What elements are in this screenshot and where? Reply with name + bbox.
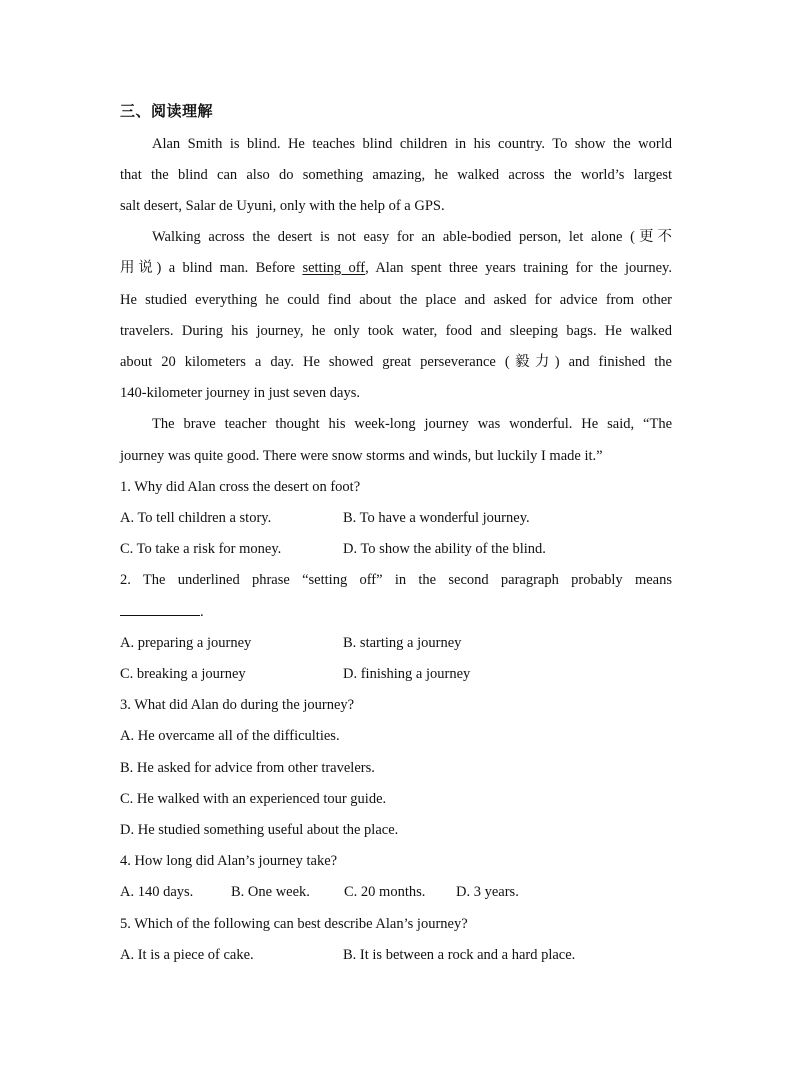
question-4-stem: 4. How long did Alan’s journey take?: [120, 853, 338, 869]
passage-p2-line2-end: , Alan spent three years training for the journey.: [365, 260, 672, 276]
passage-p2-line6: 140-kilometer journey in just seven days.: [120, 385, 361, 401]
question-2-option-b: B. starting a journey: [343, 635, 462, 651]
question-2-stem: 2. The underlined phrase “setting off” in the second paragraph probably means: [120, 572, 672, 588]
answer-blank: [120, 601, 200, 616]
question-3-option-d: D. He studied something useful about the place.: [120, 822, 399, 838]
question-2-option-d: D. finishing a journey: [343, 666, 471, 682]
passage-p3-line2: journey was quite good. There were snow storms and winds, but luckily I made it.”: [120, 448, 603, 464]
passage-p3-line1: The brave teacher thought his week-long journey was wonderful. He said, “The: [152, 416, 672, 432]
question-2-stem-end: .: [200, 604, 204, 620]
question-3-option-c: C. He walked with an experienced tour guide.: [120, 791, 387, 807]
passage-p2-line2: [120, 258, 672, 278]
question-1-option-a: A. To tell children a story.: [120, 510, 272, 526]
question-3-option-b: B. He asked for advice from other travelers.: [120, 760, 375, 776]
question-1-option-c: C. To take a risk for money.: [120, 541, 282, 557]
question-2-blank-line: [120, 601, 672, 622]
passage-p2-line2-start: 用说) a blind man. Before: [120, 260, 303, 276]
section-title: 三、阅读理解: [120, 102, 214, 120]
question-4-option-b: B. One week.: [231, 884, 310, 900]
question-5-option-a: A. It is a piece of cake.: [120, 947, 254, 963]
question-1-option-b: B. To have a wonderful journey.: [343, 510, 530, 526]
question-5-stem: 5. Which of the following can best describe Alan’s journey?: [120, 916, 468, 932]
question-4-option-a: A. 140 days.: [120, 884, 194, 900]
question-2-option-a: A. preparing a journey: [120, 635, 252, 651]
question-4-option-d: D. 3 years.: [456, 884, 519, 900]
question-5-option-b: B. It is between a rock and a hard place.: [343, 947, 576, 963]
passage-p2-line4: travelers. During his journey, he only took water, food and sleeping bags. He walked: [120, 323, 672, 339]
question-2-option-c: C. breaking a journey: [120, 666, 246, 682]
passage-p2-line3: He studied everything he could find about the place and asked for advice from other: [120, 292, 672, 308]
question-3-stem: 3. What did Alan do during the journey?: [120, 697, 355, 713]
question-1-option-d: D. To show the ability of the blind.: [343, 541, 546, 557]
underlined-phrase: setting off: [302, 260, 366, 276]
question-1-stem: 1. Why did Alan cross the desert on foot?: [120, 479, 361, 495]
passage-p1-line3: salt desert, Salar de Uyuni, only with the help of a GPS.: [120, 198, 445, 214]
passage-p2-line1: Walking across the desert is not easy for an able-bodied person, let alone (更不: [152, 229, 672, 245]
passage-p1-line1: Alan Smith is blind. He teaches blind children in his country. To show the world: [152, 136, 672, 152]
question-3-option-a: A. He overcame all of the difficulties.: [120, 728, 340, 744]
question-4-option-c: C. 20 months.: [344, 884, 426, 900]
passage-p2-line5: about 20 kilometers a day. He showed great perseverance (毅力) and finished the: [120, 354, 672, 370]
passage-p1-line2: that the blind can also do something amazing, he walked across the world’s largest: [120, 167, 672, 183]
